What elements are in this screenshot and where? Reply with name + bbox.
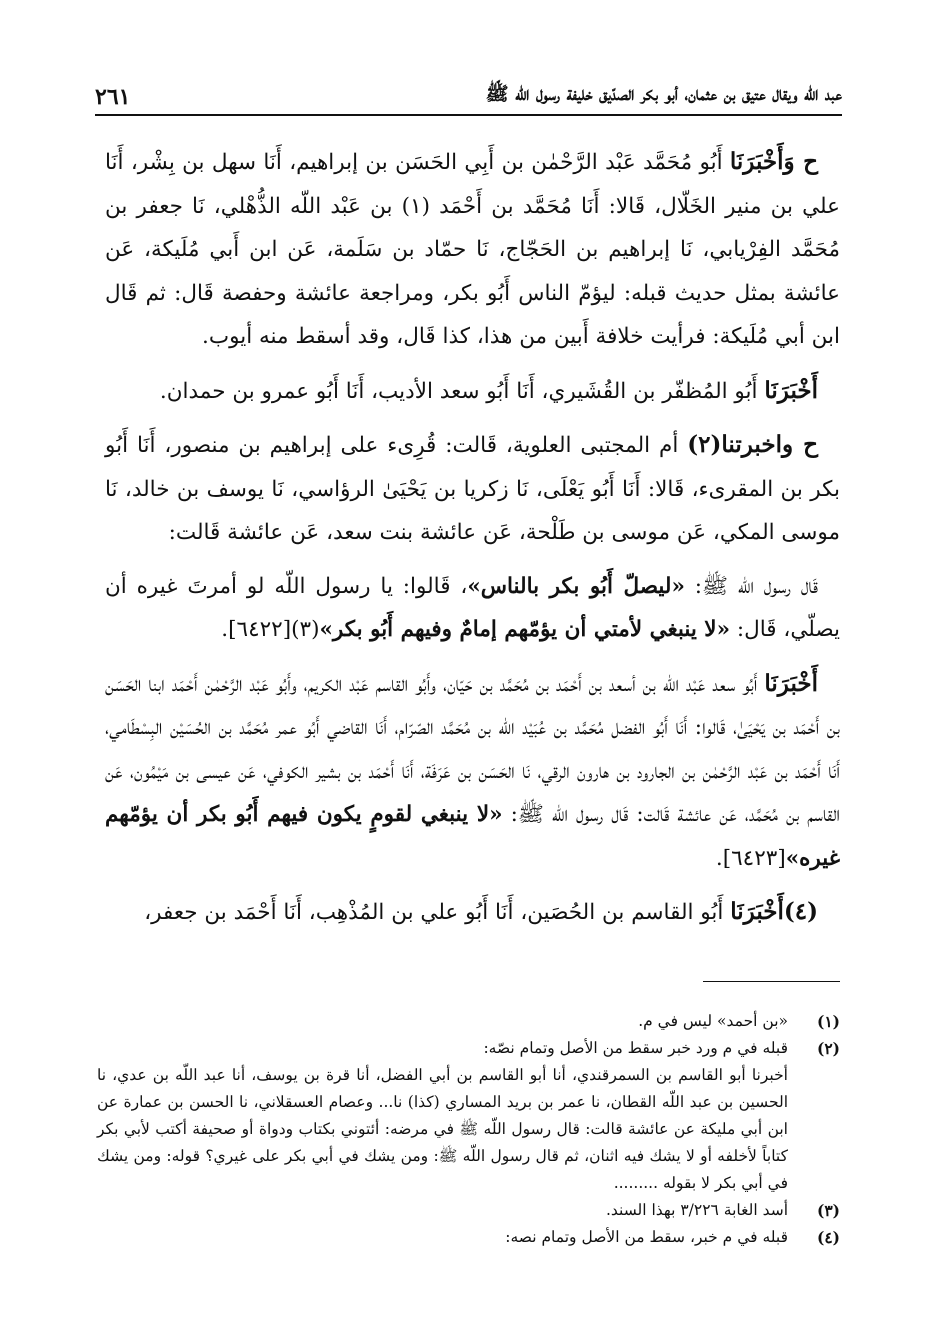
footnote-number: (٣) bbox=[816, 1201, 840, 1220]
footnote-text: أسد الغابة ٣/٢٢٦ بهذا السند. bbox=[605, 1201, 788, 1219]
paragraph-text: أَبُو سعد عَبْد اللّه بن أسعد بن أَحْمَد بن مُحَمَّد بن حَيّان، وأَبُو القاسم عَبْد الكريم، وأَبُو عَبْد الرَّحْمٰن أَحْمَد ابنا الحَسَن بن أَحْمَد بن يَحْيَىٰ، قَالوا: أَنَا أَبُو الفضل مُحَمَّد بن عُبَيْد اللّه بن مُحَمَّد الصّرّام، أَنَا القاضي أَبُو عمر مُحَمَّد بن الحُسَيْن البِسْطَامي، أَنَا أَحْمَد بن عَبْد الرَّحْمٰن بن الجارود بن هارون الرقي، نَا الحَسَن بن عَرَفَة، أَنَا أَحْمَد بن بشير الكوفي، عَن عيسى بن مَيْمُون، عَن القاسم بن مُحَمَّد، عَن عائشة قَالت: قَال رسول اللّه ﷺ: bbox=[105, 671, 840, 827]
chain-lead: أَخْبَرَنَا bbox=[764, 376, 818, 404]
paragraph-5 bbox=[105, 662, 840, 881]
paragraph-text: أم المجتبى العلوية، قَالت: قُرِىء على إبراهيم بن منصور، أَنَا أَبُو بكر بن المقرىء، قَالا: أَنَا أَبُو يَعْلَى، نَا زكريا بن يَحْيَىٰ الرؤاسي، نَا يوسف بن خالد، نَا موسى المكي، عَن موسى بن طَلْحة، عَن عائشة بنت سعد، عَن عائشة قَالت: bbox=[105, 433, 840, 545]
chain-lead: ح واخبرتنا(٢) bbox=[687, 431, 818, 458]
page-header bbox=[95, 72, 842, 116]
paragraph-2 bbox=[105, 369, 840, 414]
hadith-quote: «لا ينبغي لأمتي أن يؤمّهم إمامٌ وفيهم أَبُو بكر» bbox=[319, 617, 731, 642]
footnote-2-quoted-text: أخبرنا أبو القاسم بن السمرقندي، أنا أبو القاسم بن أبي الفضل، أنا قرة بن يوسف، أنا عبد اللّه بن عدي، نا الحسين بن عبد اللّه القطان، نا عمر بن بريد المساري (كذا) نا... وعصام العسقلاني، نا الحسن بن عمارة عن ابن أبي مليكة عن عائشة قالت: قال رسول اللّه ﷺ في مرضه: أئتوني بكتاب ودواة أو صحيفة أكتب لأبي بكر كتاباً لأخلفه أو لا يشك فيه اثنان، ثم قال رسول اللّه ﷺ: ومن يشك في أبي بكر على غيري؟ قوله: ومن يشك في أبي بكر لا بقوله ......... bbox=[97, 1066, 788, 1192]
footnote-text: «بن أحمد» ليس في م. bbox=[638, 1012, 788, 1030]
chain-lead: أَخْبَرَنَا bbox=[764, 669, 818, 697]
footnotes bbox=[97, 1008, 840, 1251]
chain-lead: (٤)أَخْبَرَنَا bbox=[730, 898, 818, 925]
paragraph-6 bbox=[105, 890, 840, 935]
footnote-3 bbox=[97, 1197, 840, 1224]
running-title: عبد الله ويقال عتيق بن عثمان، أبو بكر الصدّيق خليفة رسول الله ﷺ bbox=[485, 83, 842, 105]
paragraph-text: أَبُو مُحَمَّد عَبْد الرَّحْمٰن بن أَبِي الحَسَن بن إبراهيم، أَنَا سهل بن بِشْر، أَنَا علي بن منير الخَلّال، قَالا: أَنَا مُحَمَّد بن أَحْمَد (١) بن عَبْد اللّه الذُّهْلي، نَا جعفر بن مُحَمَّد الفِرْيابي، نَا إبراهيم بن الحَجّاج، نَا حمّاد بن سَلَمة، عَن ابن أَبي مُلَيكة، عَن عائشة بمثل حديث قبله: ليؤمّ الناس أَبُو بكر، ومراجعة عائشة وحفصة قَال: ثم قَال ابن أبي مُلَيكة: فرأيت خلافة أَبين من هذا، كذا قَال، وقد أسقط منه أيوب. bbox=[105, 150, 841, 349]
main-text bbox=[105, 140, 840, 945]
paragraph-text: ، قَالوا: يا رسول اللّه لو أمرتَ غيره أن يصلّي، قَال: bbox=[105, 573, 840, 642]
footnote-number: (١) bbox=[816, 1012, 840, 1031]
paragraph-text: أَبُو المُظفّر بن القُشَيري، أَنَا أَبُو سعد الأديب، أَنَا أَبُو عمرو بن حمدان. bbox=[159, 378, 758, 404]
paragraph-text: أَبُو القاسم بن الحُصَين، أَنَا أَبُو علي بن المُذْهِب، أَنَا أَحْمَد بن جعفر، bbox=[144, 900, 724, 925]
reference-number: (٣)[٦٤٢٢]. bbox=[221, 617, 320, 642]
footnote-2 bbox=[97, 1035, 840, 1062]
footnote-text: قبله في م ورد خبر سقط من الأصل وتمام نصّه: bbox=[483, 1039, 788, 1057]
paragraph-1 bbox=[105, 140, 840, 359]
paragraph-text: قَال رسول اللّه ﷺ: bbox=[694, 573, 818, 599]
paragraph-3 bbox=[105, 423, 840, 555]
page-number: ٢٦١ bbox=[95, 84, 131, 110]
footnote-number: (٤) bbox=[816, 1228, 840, 1247]
footnote-text: قبله في م خبر، سقط من الأصل وتمام نصه: bbox=[505, 1228, 788, 1246]
hadith-quote: «لا ينبغي لقومٍ يكون فيهم أَبُو بكر أن يؤمّهم غيره» bbox=[105, 802, 840, 871]
chain-lead: ح وَأَخْبَرَنَا bbox=[729, 148, 819, 175]
reference-number: [٦٤٢٣]. bbox=[715, 845, 786, 871]
paragraph-4 bbox=[105, 565, 840, 652]
footnote-1 bbox=[97, 1008, 840, 1035]
hadith-quote: «ليصلّ أَبُو بكر بالناس» bbox=[467, 573, 685, 599]
footnote-separator bbox=[703, 981, 840, 982]
footnote-4 bbox=[97, 1224, 840, 1251]
footnote-number: (٢) bbox=[816, 1039, 840, 1058]
